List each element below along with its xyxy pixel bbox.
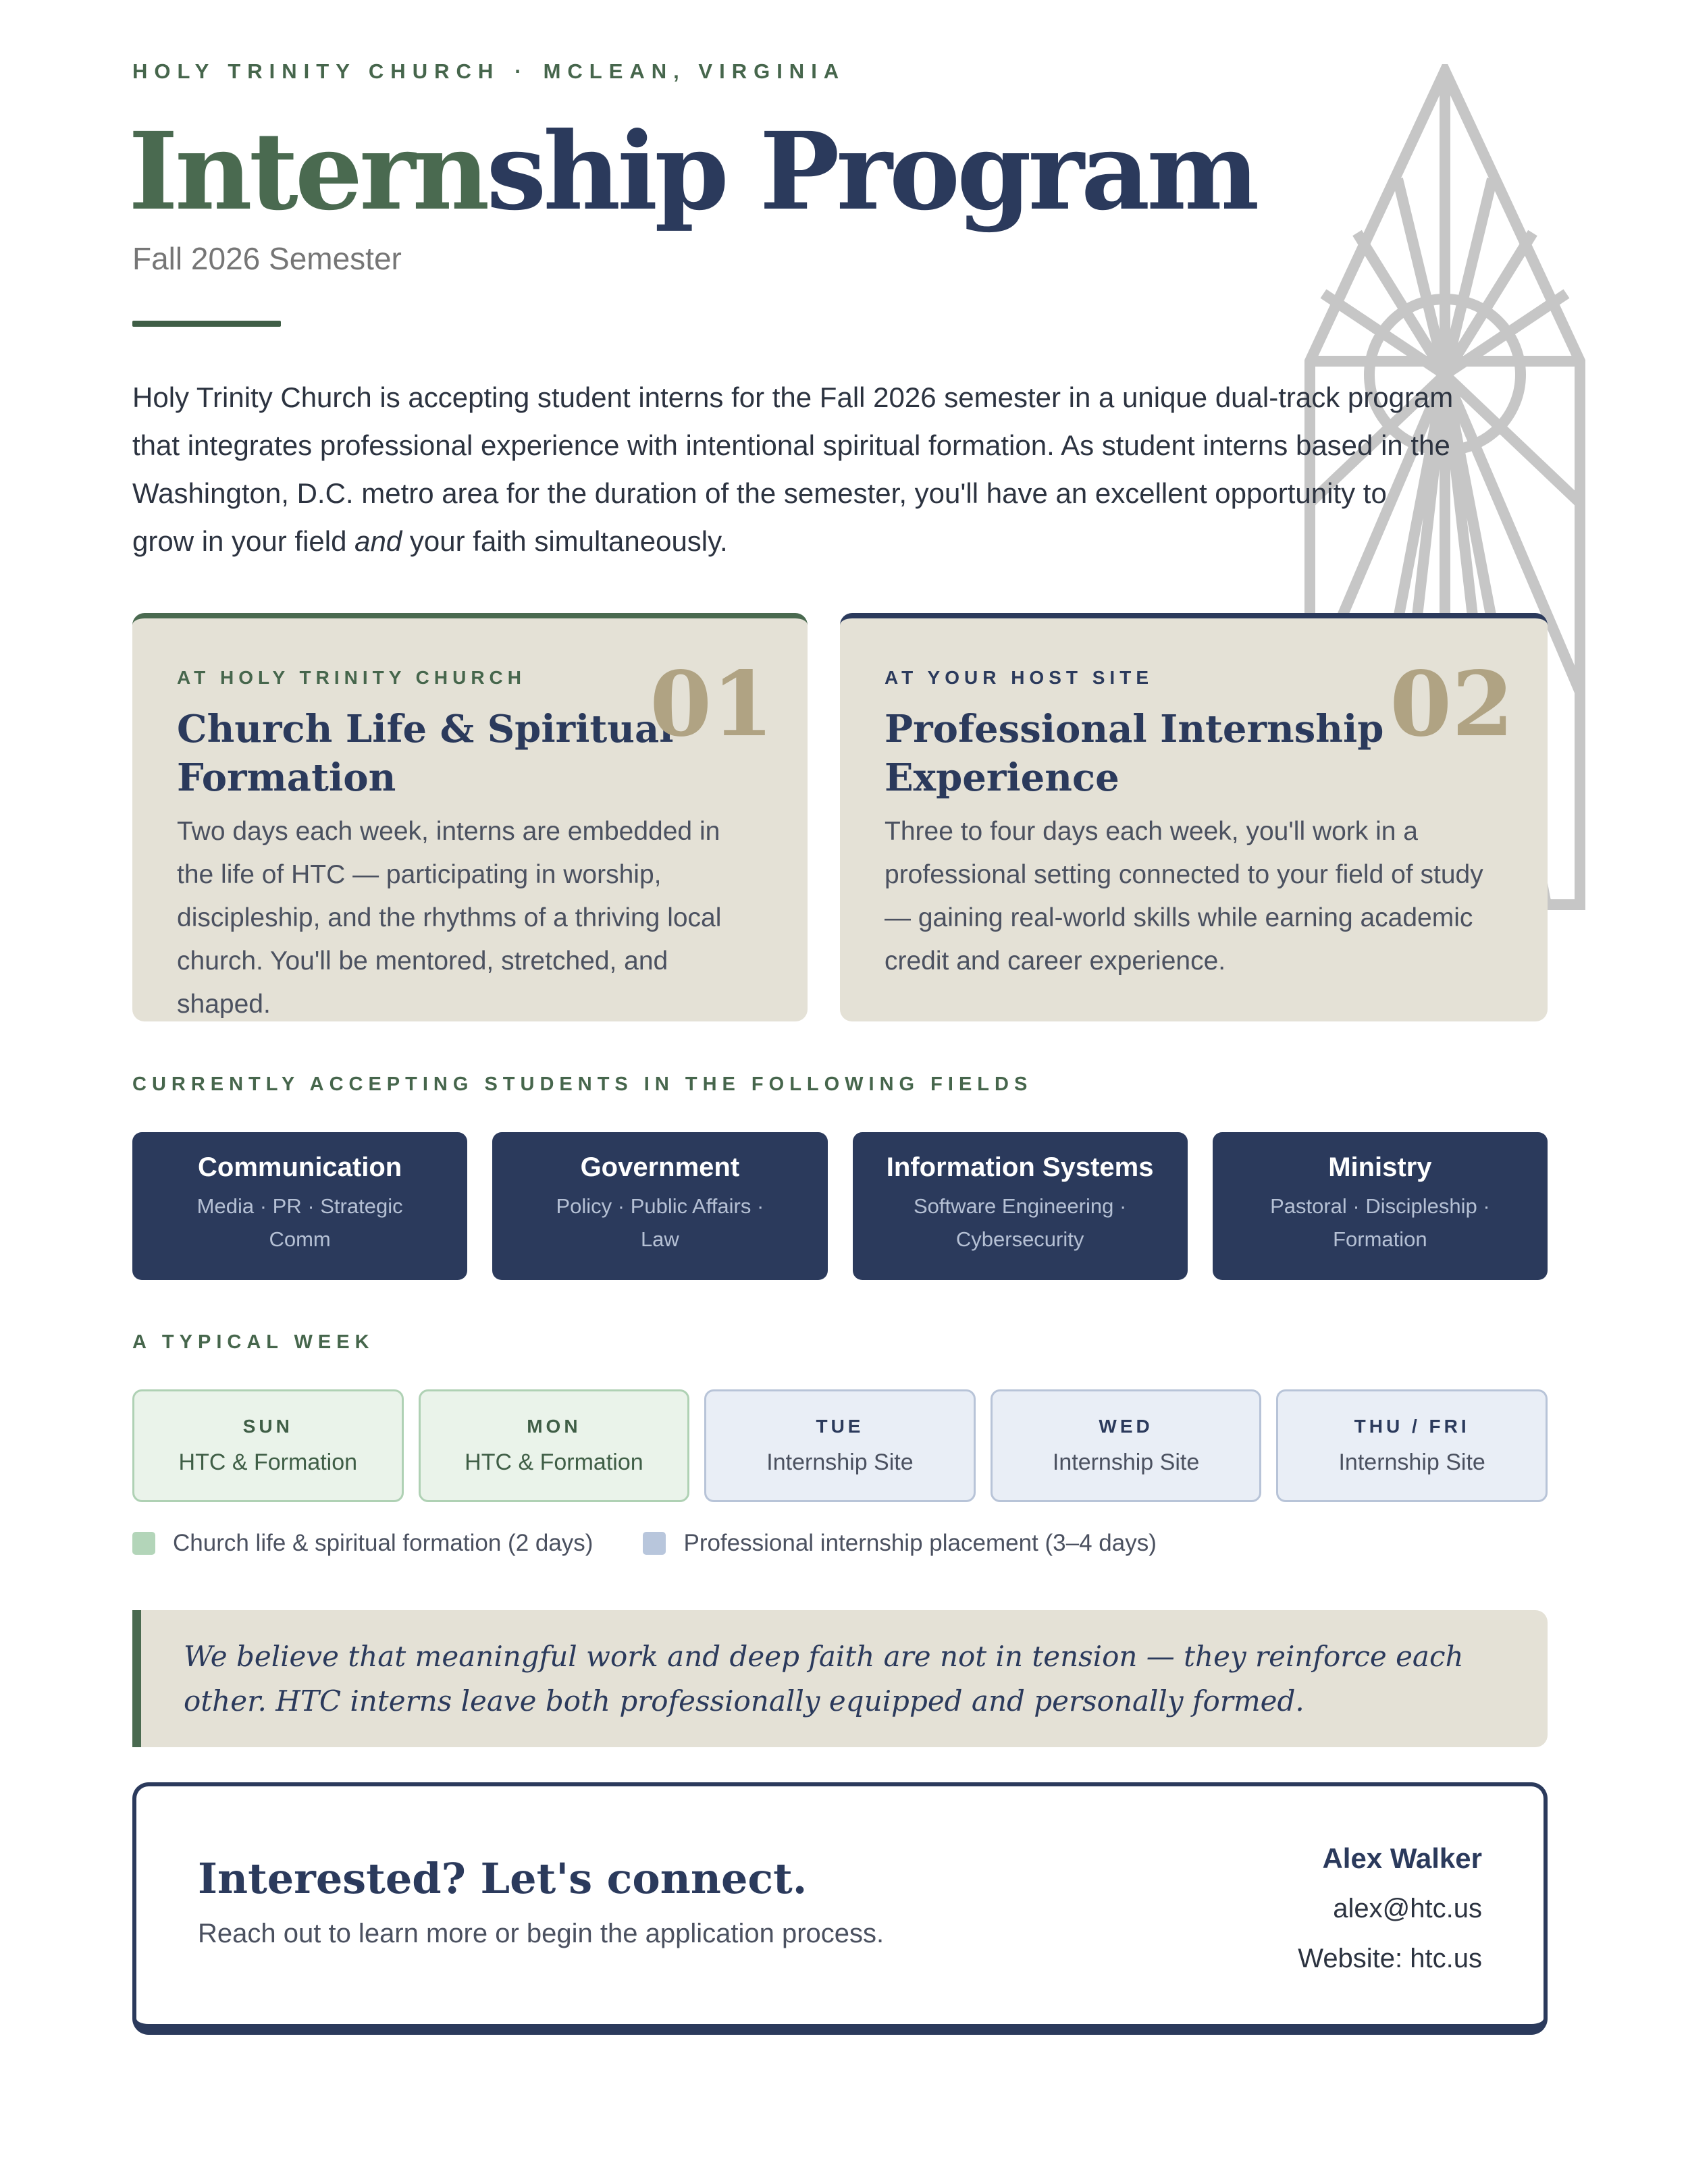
- church-location: MCLEAN, VIRGINIA: [543, 59, 846, 83]
- track-card-church: [132, 613, 808, 1021]
- field-communication: [132, 1132, 467, 1280]
- fields-list: [132, 1132, 1548, 1280]
- intro-text-end: your faith simultaneously.: [402, 525, 728, 557]
- legend-label-church: Church life & spiritual formation (2 days): [173, 1530, 594, 1556]
- field-subfields: Pastoral · Discipleship · Formation: [1270, 1194, 1490, 1251]
- track-title: Professional Internship Experience: [885, 707, 1384, 800]
- page-title-rest: ship Program: [486, 109, 1257, 234]
- field-subfields: Policy · Public Affairs · Law: [556, 1194, 764, 1251]
- contact-name: Alex Walker: [1322, 1842, 1482, 1874]
- intro-emphasis: and: [354, 525, 402, 557]
- day-activity: HTC & Formation: [178, 1449, 358, 1475]
- track-card-internship: [840, 613, 1548, 1021]
- track-number: 02: [1390, 652, 1514, 757]
- field-name: Communication: [198, 1152, 402, 1182]
- track-number: 01: [650, 652, 774, 757]
- day-activity: Internship Site: [766, 1449, 914, 1475]
- contact-subtext: Reach out to learn more or begin the application process.: [198, 1919, 885, 1948]
- day-sun: [132, 1389, 404, 1502]
- day-name: TUE: [816, 1416, 864, 1437]
- day-activity: HTC & Formation: [465, 1449, 643, 1475]
- title-divider: [132, 321, 281, 327]
- intro-paragraph: [132, 373, 1456, 565]
- page-title: [128, 105, 1256, 240]
- day-name: MON: [527, 1416, 581, 1437]
- track-title: Church Life & Spiritual Formation: [177, 707, 674, 800]
- day-tue: [704, 1389, 976, 1502]
- field-name: Government: [580, 1152, 740, 1182]
- fields-heading: CURRENTLY ACCEPTING STUDENTS IN THE FOLLOWING FIELDS: [132, 1073, 1033, 1095]
- field-subfields: Media · PR · Strategic Comm: [196, 1194, 403, 1251]
- track-label: AT YOUR HOST SITE: [885, 667, 1153, 688]
- day-name: SUN: [242, 1416, 293, 1437]
- intro-text: Holy Trinity Church is accepting student interns for the Fall 2026 semester in a unique dual-track program that integrates professional experience with intentional spiritual formation. As student interns based in the Washington, D.C. metro area for the duration of the semester, you'll have an excellent opportunity to grow in your field: [132, 381, 1454, 557]
- day-name: WED: [1099, 1416, 1153, 1437]
- day-activity: Internship Site: [1338, 1449, 1485, 1475]
- field-ministry: [1213, 1132, 1548, 1280]
- track-description: Two days each week, interns are embedded in the life of HTC — participating in worship, discipleship, and the rhythms of a thriving local church. You'll be mentored, stretched, and shaped.: [177, 817, 722, 1019]
- schedule-legend: [132, 1530, 1157, 1557]
- legend-swatch-church: [132, 1532, 155, 1555]
- day-activity: Internship Site: [1052, 1449, 1200, 1475]
- weekly-schedule: [132, 1389, 1548, 1502]
- field-information-systems: [853, 1132, 1188, 1280]
- legend-label-internship: Professional internship placement (3–4 days): [683, 1530, 1157, 1556]
- field-subfields: Software Engineering · Cybersecurity: [913, 1194, 1127, 1251]
- field-name: Ministry: [1328, 1152, 1432, 1182]
- contact-website[interactable]: Website: htc.us: [1298, 1944, 1482, 1973]
- track-description: Three to four days each week, you'll work in a professional setting connected to your field of study — gaining real-world skills while earning academic credit and career experience.: [885, 817, 1483, 976]
- legend-swatch-internship: [643, 1532, 666, 1555]
- week-heading: A TYPICAL WEEK: [132, 1331, 375, 1353]
- semester-subtitle: Fall 2026 Semester: [132, 241, 402, 276]
- field-name: Information Systems: [886, 1152, 1154, 1182]
- contact-heading: Interested? Let's connect.: [198, 1854, 808, 1903]
- contact-info: [1298, 1834, 1482, 1983]
- day-mon: [419, 1389, 690, 1502]
- separator-dot: ·: [515, 59, 529, 83]
- contact-email[interactable]: alex@htc.us: [1333, 1894, 1482, 1923]
- day-thu-fri: [1276, 1389, 1548, 1502]
- contact-box: [132, 1782, 1548, 2035]
- field-government: [492, 1132, 827, 1280]
- church-location-eyebrow: [132, 59, 845, 84]
- mission-quote: We believe that meaningful work and deep faith are not in tension — they reinforce each other. HTC interns leave both professionally equipped and personally formed.: [132, 1610, 1548, 1747]
- day-name: THU / FRI: [1354, 1416, 1470, 1437]
- church-name: HOLY TRINITY CHURCH: [132, 59, 500, 83]
- page-title-accent: Intern: [128, 109, 487, 234]
- day-wed: [991, 1389, 1262, 1502]
- track-label: AT HOLY TRINITY CHURCH: [177, 667, 526, 688]
